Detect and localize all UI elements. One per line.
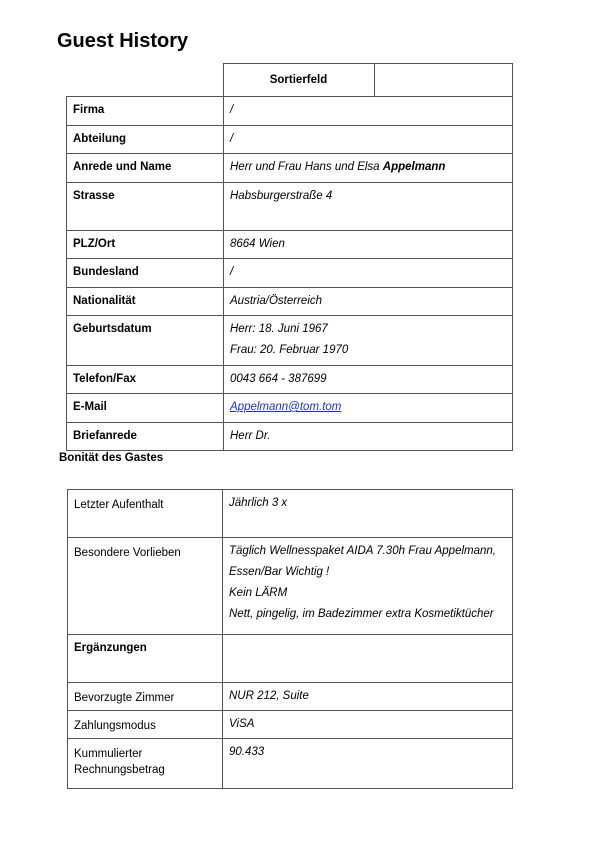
name-prefix: Herr und Frau Hans und Elsa xyxy=(230,161,383,173)
bundesland-value: / xyxy=(224,259,513,288)
abteilung-value: / xyxy=(224,126,513,154)
page-title: Guest History xyxy=(57,30,189,52)
vorlieben-value xyxy=(223,538,513,635)
plz-value: 8664 Wien xyxy=(224,231,513,259)
email-link[interactable]: Appelmann@tom.tom xyxy=(230,401,342,413)
table-row xyxy=(68,538,513,635)
telefon-label: Telefon/Fax xyxy=(67,366,224,394)
sort-field-label: Sortierfeld xyxy=(223,64,374,97)
name-label: Anrede und Name xyxy=(67,154,224,183)
name-value xyxy=(224,154,513,183)
firma-value: / xyxy=(224,97,513,126)
table-row xyxy=(68,490,513,538)
birthdate-line: Frau: 20. Februar 1970 xyxy=(230,344,349,356)
geburtsdatum-label: Geburtsdatum xyxy=(67,316,224,366)
betrag-label xyxy=(68,739,223,789)
zahlung-label: Zahlungsmodus xyxy=(68,711,223,739)
zahlung-value: ViSA xyxy=(223,711,513,739)
table-row xyxy=(68,711,513,739)
table-row xyxy=(67,366,513,394)
preference-line: Essen/Bar Wichtig ! xyxy=(229,566,330,578)
ergaenzungen-value xyxy=(223,635,513,683)
table-row xyxy=(67,288,513,316)
birthdate-line: Herr: 18. Juni 1967 xyxy=(230,323,328,335)
email-label: E-Mail xyxy=(67,394,224,423)
table-row xyxy=(67,183,513,231)
table-row xyxy=(68,739,513,789)
section-title: Bonität des Gastes xyxy=(59,452,164,464)
preference-line: Kein LÄRM xyxy=(229,587,288,599)
table-row xyxy=(67,126,513,154)
bundesland-label: Bundesland xyxy=(67,259,224,288)
zimmer-value: NUR 212, Suite xyxy=(223,683,513,711)
firma-label: Firma xyxy=(67,97,224,126)
briefanrede-value: Herr Dr. xyxy=(224,423,513,451)
table-row xyxy=(67,231,513,259)
geburtsdatum-value xyxy=(224,316,513,366)
table-row xyxy=(68,683,513,711)
table-row xyxy=(67,316,513,366)
telefon-value: 0043 664 - 387699 xyxy=(224,366,513,394)
zimmer-label: Bevorzugte Zimmer xyxy=(68,683,223,711)
betrag-label-line: Kummulierter xyxy=(74,748,143,760)
vorlieben-label: Besondere Vorlieben xyxy=(68,538,223,635)
betrag-label-line: Rechnungsbetrag xyxy=(74,764,165,776)
aufenthalt-value: Jährlich 3 x xyxy=(223,490,513,538)
email-cell xyxy=(224,394,513,423)
sort-field-table xyxy=(66,63,513,97)
table-row xyxy=(67,154,513,183)
guest-details-table xyxy=(66,96,513,451)
strasse-label: Strasse xyxy=(67,183,224,231)
table-row xyxy=(67,259,513,288)
preference-line: Täglich Wellnesspaket AIDA 7.30h Frau Appelmann, xyxy=(229,545,496,557)
credit-table xyxy=(67,489,513,789)
surname: Appelmann xyxy=(382,161,446,173)
sort-field-value[interactable] xyxy=(374,64,512,97)
table-row xyxy=(67,394,513,423)
plz-label: PLZ/Ort xyxy=(67,231,224,259)
table-row xyxy=(68,635,513,683)
ergaenzungen-label: Ergänzungen xyxy=(68,635,223,683)
nationalitaet-label: Nationalität xyxy=(67,288,224,316)
table-row xyxy=(67,97,513,126)
briefanrede-label: Briefanrede xyxy=(67,423,224,451)
empty-cell xyxy=(66,64,223,97)
preference-line: Nett, pingelig, im Badezimmer extra Kosmetiktücher xyxy=(229,608,494,620)
aufenthalt-label: Letzter Aufenthalt xyxy=(68,490,223,538)
abteilung-label: Abteilung xyxy=(67,126,224,154)
nationalitaet-value: Austria/Österreich xyxy=(224,288,513,316)
table-row xyxy=(67,423,513,451)
betrag-value: 90.433 xyxy=(223,739,513,789)
strasse-value: Habsburgerstraße 4 xyxy=(224,183,513,231)
